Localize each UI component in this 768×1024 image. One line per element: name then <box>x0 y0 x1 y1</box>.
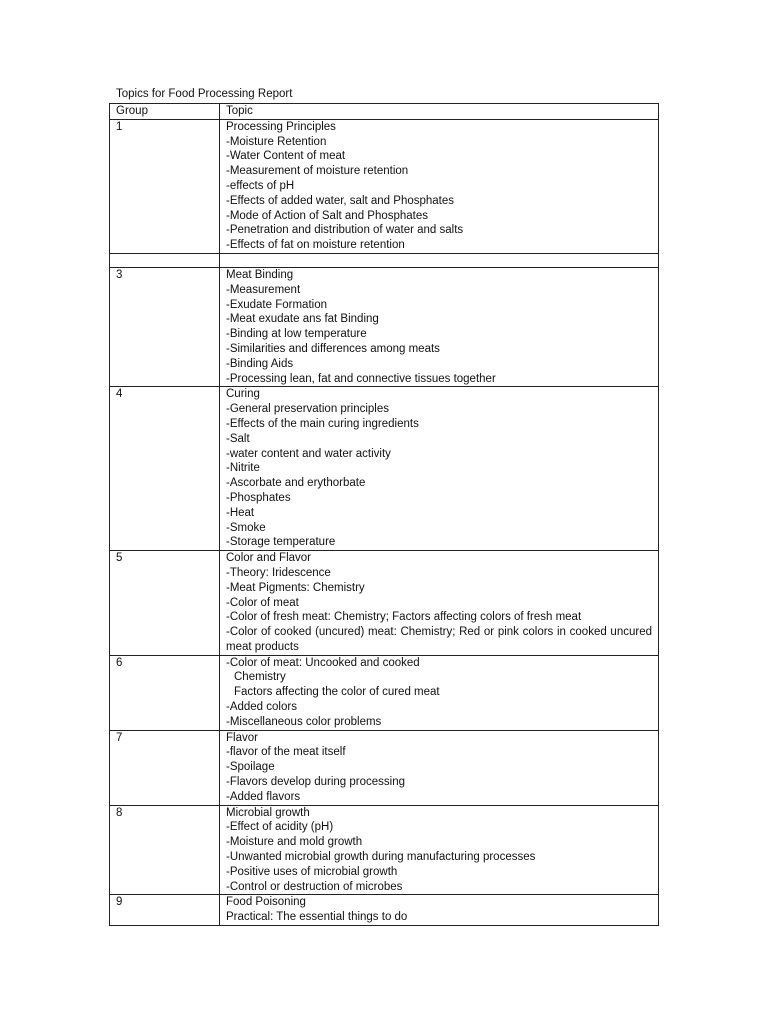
topic-item: -Effects of added water, salt and Phosphates <box>226 194 455 207</box>
topic-item: -Nitrite <box>226 462 260 475</box>
topic-item: -Flavors develop during processing <box>226 776 405 789</box>
topics-table-body <box>110 104 659 926</box>
table-row <box>110 551 659 656</box>
topic-item: -Phosphates <box>226 491 291 504</box>
topic-heading: Microbial growth <box>226 806 310 819</box>
topic-item: -flavor of the meat itself <box>226 746 346 759</box>
topic-item: -Control or destruction of microbes <box>226 880 403 893</box>
group-number-cell: 9 <box>110 895 220 926</box>
header-topic: Topic <box>220 104 659 120</box>
topic-item: -Meat Pigments: Chemistry <box>226 581 365 594</box>
group-number-cell: 3 <box>110 267 220 386</box>
header-group: Group <box>110 104 220 120</box>
topic-item: -Storage temperature <box>226 536 336 549</box>
topic-cell <box>220 895 659 926</box>
table-header-row <box>110 104 659 120</box>
topic-item: -Heat <box>226 506 255 519</box>
topic-item: -Theory: Iridescence <box>226 566 331 579</box>
table-row <box>110 805 659 895</box>
document-title: Topics for Food Processing Report <box>116 88 293 100</box>
topic-item: -Binding Aids <box>226 357 294 370</box>
table-row <box>110 387 659 551</box>
topic-cell <box>220 267 659 386</box>
topic-item: -Moisture Retention <box>226 135 327 148</box>
topic-item: -Effects of fat on moisture retention <box>226 239 405 252</box>
table-row <box>110 655 659 730</box>
topic-item: Practical: The essential things to do <box>226 911 408 924</box>
topic-item: -Measurement <box>226 283 301 296</box>
topic-item: -Exudate Formation <box>226 298 327 311</box>
topic-heading: -Color of meat: Uncooked and cooked <box>226 656 420 669</box>
table-row <box>110 895 659 926</box>
topic-item: -Ascorbate and erythorbate <box>226 477 366 490</box>
topic-cell <box>220 730 659 805</box>
topic-item: -Penetration and distribution of water and salts <box>226 224 464 237</box>
topic-item: -Salt <box>226 432 250 445</box>
topic-heading: Color and Flavor <box>226 552 312 565</box>
topic-item: -Added flavors <box>226 790 301 803</box>
topic-item: -Color of fresh meat: Chemistry; Factors affecting colors of fresh meat <box>226 611 582 624</box>
topics-table <box>109 103 659 926</box>
topic-item: Factors affecting the color of cured meat <box>234 686 440 699</box>
topic-item: -Water Content of meat <box>226 150 346 163</box>
topic-cell <box>220 805 659 895</box>
topic-item: -Processing lean, fat and connective tissues together <box>226 372 496 385</box>
topic-item: -Meat exudate ans fat Binding <box>226 313 379 326</box>
topic-item: -Effect of acidity (pH) <box>226 821 334 834</box>
topic-item: -Spoilage <box>226 761 275 774</box>
topic-cell <box>220 551 659 656</box>
group-number-cell: 7 <box>110 730 220 805</box>
topic-item: -Measurement of moisture retention <box>226 165 409 178</box>
group-number-cell: 4 <box>110 387 220 551</box>
group-number-cell <box>110 253 220 267</box>
topic-heading: Food Poisoning <box>226 896 306 909</box>
topic-item: -Moisture and mold growth <box>226 836 363 849</box>
topic-item: -Added colors <box>226 701 297 714</box>
table-row-spacer <box>110 253 659 267</box>
table-row <box>110 119 659 253</box>
topic-item: -Mode of Action of Salt and Phosphates <box>226 209 429 222</box>
topic-item: -Binding at low temperature <box>226 328 367 341</box>
topic-item: -Unwanted microbial growth during manufacturing processes <box>226 851 536 864</box>
topic-heading: Processing Principles <box>226 120 336 133</box>
topic-item: -Color of meat <box>226 596 299 609</box>
topic-heading: Curing <box>226 388 260 401</box>
topic-item: -Smoke <box>226 521 266 534</box>
group-number-cell: 5 <box>110 551 220 656</box>
topic-heading: Meat Binding <box>226 268 294 281</box>
topic-cell <box>220 253 659 267</box>
table-row <box>110 730 659 805</box>
topic-cell <box>220 387 659 551</box>
topic-cell <box>220 119 659 253</box>
topic-item: -Positive uses of microbial growth <box>226 865 398 878</box>
group-number-cell: 8 <box>110 805 220 895</box>
topic-heading: Flavor <box>226 731 258 744</box>
topic-item: -water content and water activity <box>226 447 391 460</box>
table-row <box>110 267 659 386</box>
topic-item: -Similarities and differences among meats <box>226 342 440 355</box>
topic-item: -General preservation principles <box>226 403 389 416</box>
topic-cell <box>220 655 659 730</box>
group-number-cell: 6 <box>110 655 220 730</box>
topic-item: -effects of pH <box>226 179 295 192</box>
group-number-cell: 1 <box>110 119 220 253</box>
topic-item: -Miscellaneous color problems <box>226 715 382 728</box>
topic-item: Chemistry <box>234 671 286 684</box>
topic-item: -Color of cooked (uncured) meat: Chemistry; Red or pink colors in cooked uncured meat products <box>226 626 652 653</box>
topic-item: -Effects of the main curing ingredients <box>226 417 419 430</box>
